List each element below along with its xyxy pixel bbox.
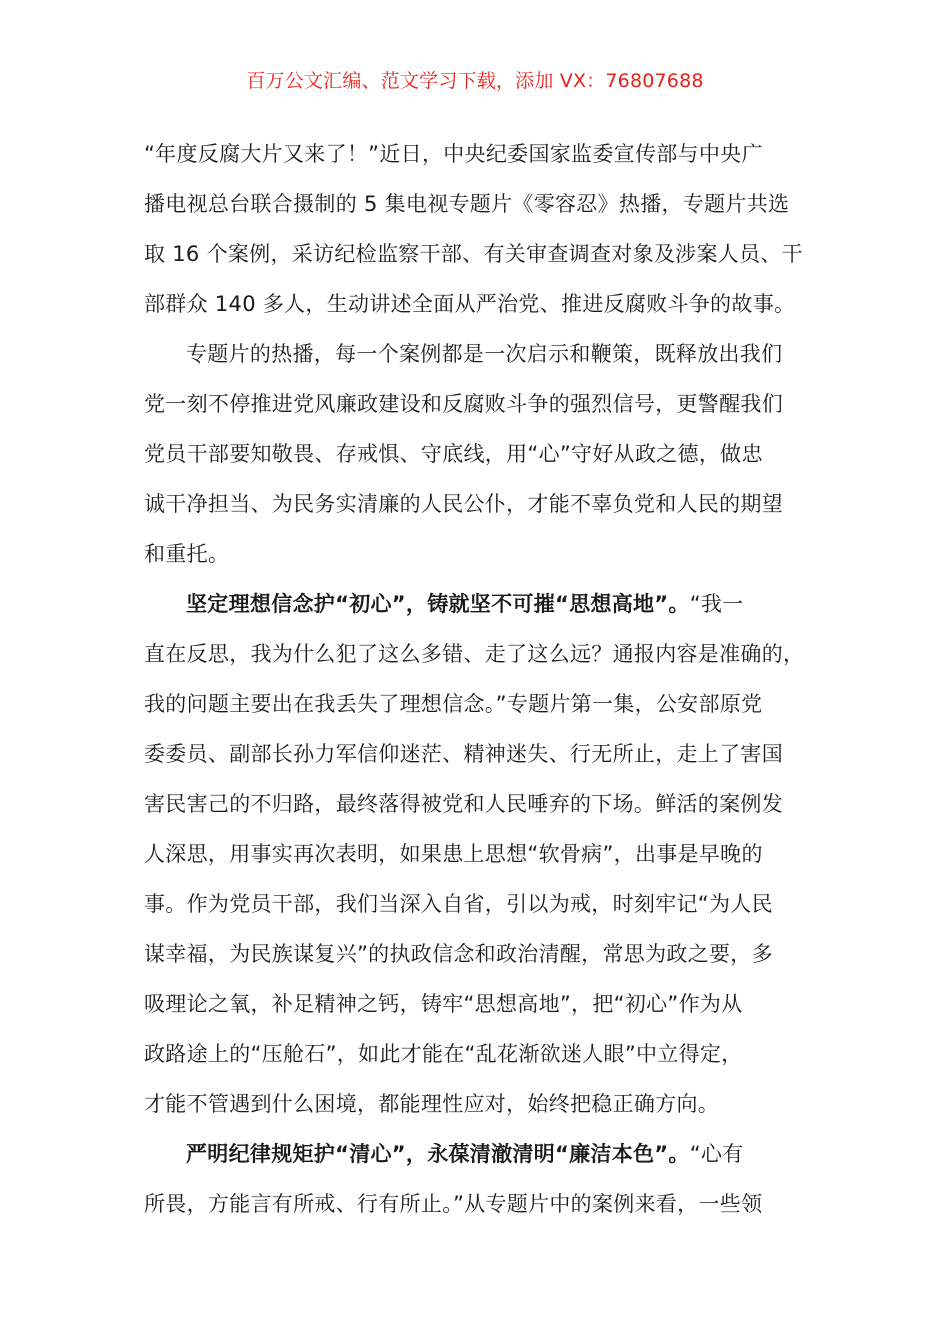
paragraph-first-line [144, 579, 812, 629]
paragraph-ideals [144, 579, 812, 1129]
paragraph-line: 人深思，用事实再次表明，如果患上思想“软骨病”，出事是早晚的 [144, 842, 763, 866]
paragraph-line: 我的问题主要出在我丢失了理想信念。”专题片第一集，公安部原党 [144, 692, 763, 716]
heading-continuation: “心有 [689, 1142, 744, 1166]
paragraph-significance [144, 329, 812, 579]
section-heading: 坚定理想信念护“初心”，铸就坚不可摧“思想高地”。 [186, 592, 690, 616]
paragraph-line: 事。作为党员干部，我们当深入自省，引以为戒，时刻牢记“为人民 [144, 892, 773, 916]
paragraph-line: 害民害己的不归路，最终落得被党和人民唾弃的下场。鲜活的案例发 [144, 792, 783, 816]
paragraph-line: 部群众 140 多人，生动讲述全面从严治党、推进反腐败斗争的故事。 [144, 292, 796, 316]
paragraph-intro [144, 129, 812, 329]
paragraph-line: 和重托。 [144, 542, 230, 566]
paragraph-line: 党一刻不停推进党风廉政建设和反腐败斗争的强烈信号，更警醒我们 [144, 392, 783, 416]
paragraph-first-line [144, 1129, 812, 1179]
paragraph-line: 诚干净担当、为民务实清廉的人民公仆，才能不辜负党和人民的期望 [144, 492, 783, 516]
article-body [144, 129, 812, 1229]
paragraph-discipline [144, 1129, 812, 1229]
paragraph-line: 委委员、副部长孙力军信仰迷茫、精神迷失、行无所止，走上了害国 [144, 742, 783, 766]
paragraph-line: 吸理论之氧，补足精神之钙，铸牢“思想高地”，把“初心”作为从 [144, 992, 743, 1016]
paragraph-line: 所畏，方能言有所戒、行有所止。”从专题片中的案例来看，一些领 [144, 1192, 763, 1216]
paragraph-line: 才能不管遇到什么困境，都能理性应对，始终把稳正确方向。 [144, 1092, 720, 1116]
heading-continuation: “我一 [689, 592, 744, 616]
section-heading: 严明纪律规矩护“清心”，永葆清澈清明“廉洁本色”。 [186, 1142, 690, 1166]
paragraph-line: 谋幸福，为民族谋复兴”的执政信念和政治清醒，常思为政之要，多 [144, 942, 773, 966]
paragraph-line: 政路途上的“压舱石”，如此才能在“乱花渐欲迷人眼”中立得定， [144, 1042, 743, 1066]
paragraph-line: 取 16 个案例，采访纪检监察干部、有关审查调查对象及涉案人员、干 [144, 242, 803, 266]
header-banner: 百万公文汇编、范文学习下载，添加 VX：76807688 [246, 70, 704, 92]
paragraph-line: 直在反思，我为什么犯了这么多错、走了这么远？通报内容是准确的， [144, 642, 805, 666]
paragraph-line: 播电视总台联合摄制的 5 集电视专题片《零容忍》热播，专题片共选 [144, 192, 790, 216]
paragraph-line: 党员干部要知敬畏、存戒惧、守底线，用“心”守好从政之德，做忠 [144, 442, 763, 466]
paragraph-line: “年度反腐大片又来了！”近日，中央纪委国家监委宣传部与中央广 [144, 142, 763, 166]
paragraph-line: 专题片的热播，每一个案例都是一次启示和鞭策，既释放出我们 [186, 342, 783, 366]
